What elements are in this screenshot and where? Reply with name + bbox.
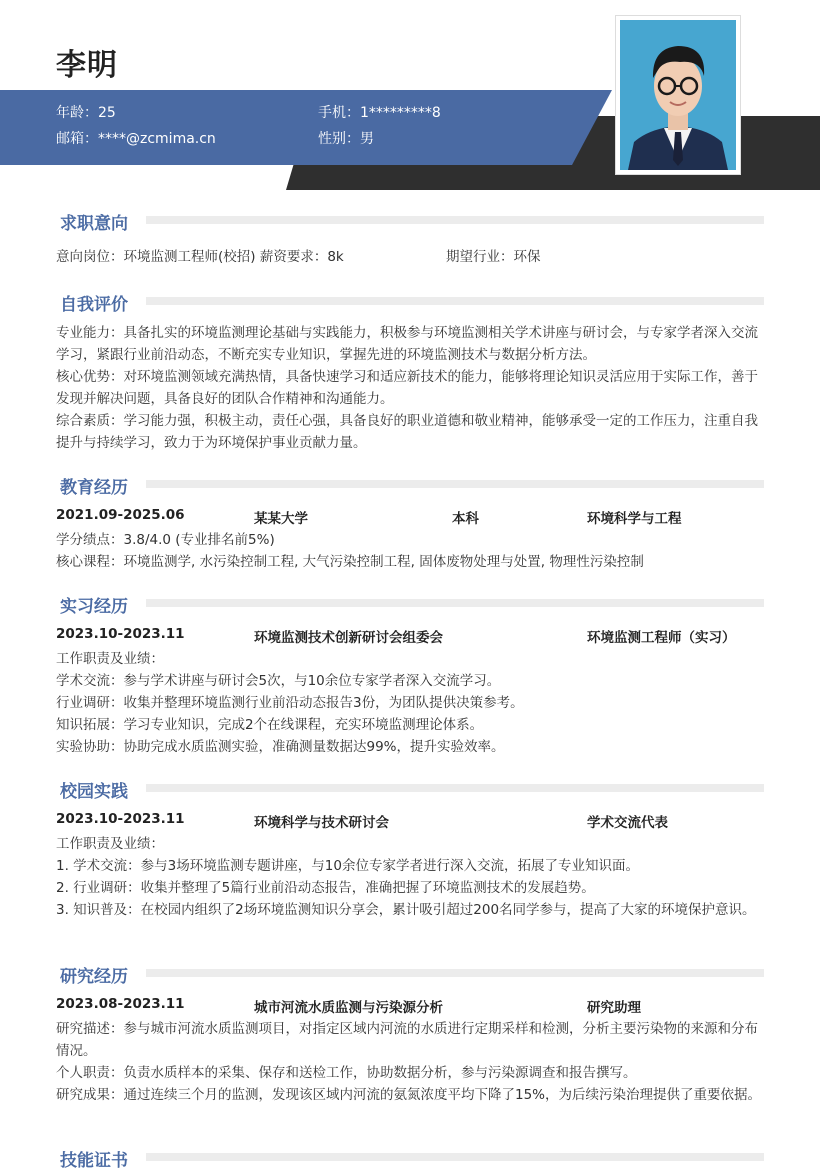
avatar-portrait-icon [620, 20, 736, 170]
internship-item: 知识拓展：学习专业知识，完成2个在线课程，充实环境监测理论体系。 [56, 717, 484, 733]
section-divider [146, 969, 764, 977]
section-divider [146, 297, 764, 305]
section-title-internship: 实习经历 [60, 597, 128, 617]
campus-item: 1. 学术交流：参与3场环境监测专题讲座，与10余位专家学者进行深入交流，拓展了专业知识面。 [56, 858, 639, 874]
research-results: 研究成果：通过连续三个月的监测，发现该区域内河流的氨氮浓度平均下降了15%，为后续污染治理提供了重要依据。 [56, 1087, 762, 1103]
intent-salary: 薪资要求：8k [259, 249, 344, 265]
section-title-skills: 技能证书 [60, 1151, 128, 1171]
campus-item: 3. 知识普及：在校园内组织了2场环境监测知识分享会，累计吸引超过200名同学参与，提高了大家的环境保护意识。 [56, 902, 756, 918]
profile-photo [616, 16, 740, 174]
gender-field: 性别：男 [318, 131, 374, 147]
section-divider [146, 599, 764, 607]
candidate-name: 李明 [56, 48, 118, 83]
self-eval-professional: 专业能力：具备扎实的环境监测理论基础与实践能力，积极参与环境监测相关学术讲座与研讨会，与专家学者深入交流学习，紧跟行业前沿动态，不断充实专业知识，掌握先进的环境监测技术与数据分析方法。 [56, 325, 758, 363]
internship-item: 学术交流：参与学术讲座与研讨会5次，与10余位专家学者深入交流学习。 [56, 673, 501, 689]
section-title-campus: 校园实践 [60, 782, 128, 802]
age-field: 年龄：25 [56, 105, 116, 121]
research-date: 2023.08-2023.11 [56, 996, 185, 1012]
campus-date: 2023.10-2023.11 [56, 811, 185, 827]
internship-item: 实验协助：协助完成水质监测实验，准确测量数据达99%，提升实验效率。 [56, 739, 505, 755]
campus-item: 2. 行业调研：收集并整理了5篇行业前沿动态报告，准确把握了环境监测技术的发展趋势。 [56, 880, 595, 896]
intent-industry: 期望行业：环保 [446, 249, 541, 265]
section-divider [146, 480, 764, 488]
section-title-self: 自我评价 [60, 295, 128, 315]
campus-org: 环境科学与技术研讨会 [254, 815, 389, 831]
education-gpa: 学分绩点：3.8/4.0 (专业排名前5%) [56, 532, 275, 548]
research-role: 研究助理 [587, 1000, 641, 1016]
self-eval-strength: 核心优势：对环境监测领域充满热情，具备快速学习和适应新技术的能力，能够将理论知识灵活应用于实际工作，善于发现并解决问题，具备良好的团队合作精神和沟通能力。 [56, 369, 758, 407]
education-courses: 核心课程：环境监测学, 水污染控制工程, 大气污染控制工程, 固体废物处理与处置, 物理性污染控制 [56, 554, 644, 570]
education-school: 某某大学 [254, 511, 308, 527]
intent-position-value: 意向岗位：环境监测工程师(校招) [56, 249, 256, 265]
internship-duties-label: 工作职责及业绩： [56, 651, 164, 667]
campus-duties-label: 工作职责及业绩： [56, 836, 164, 852]
internship-org: 环境监测技术创新研讨会组委会 [254, 630, 443, 646]
section-title-research: 研究经历 [60, 967, 128, 987]
phone-field: 手机：1*********8 [318, 105, 441, 121]
research-project: 城市河流水质监测与污染源分析 [254, 1000, 443, 1016]
internship-item: 行业调研：收集并整理环境监测行业前沿动态报告3份，为团队提供决策参考。 [56, 695, 524, 711]
section-divider [146, 216, 764, 224]
education-degree: 本科 [452, 511, 479, 527]
self-eval-quality: 综合素质：学习能力强，积极主动，责任心强，具备良好的职业道德和敬业精神，能够承受一定的工作压力，注重自我提升与持续学习，致力于为环境保护事业贡献力量。 [56, 413, 758, 451]
section-divider [146, 784, 764, 792]
internship-role: 环境监测工程师（实习） [587, 630, 736, 646]
campus-role: 学术交流代表 [587, 815, 668, 831]
research-duties: 个人职责：负责水质样本的采集、保存和送检工作，协助数据分析，参与污染源调查和报告撰写。 [56, 1065, 637, 1081]
section-title-education: 教育经历 [60, 478, 128, 498]
internship-date: 2023.10-2023.11 [56, 626, 185, 642]
research-description: 研究描述：参与城市河流水质监测项目，对指定区域内河流的水质进行定期采样和检测，分析主要污染物的来源和分布情况。 [56, 1021, 758, 1059]
education-date: 2021.09-2025.06 [56, 507, 185, 523]
education-major: 环境科学与工程 [587, 511, 682, 527]
email-field: 邮箱：****@zcmima.cn [56, 131, 216, 147]
section-title-intent: 求职意向 [60, 214, 128, 234]
